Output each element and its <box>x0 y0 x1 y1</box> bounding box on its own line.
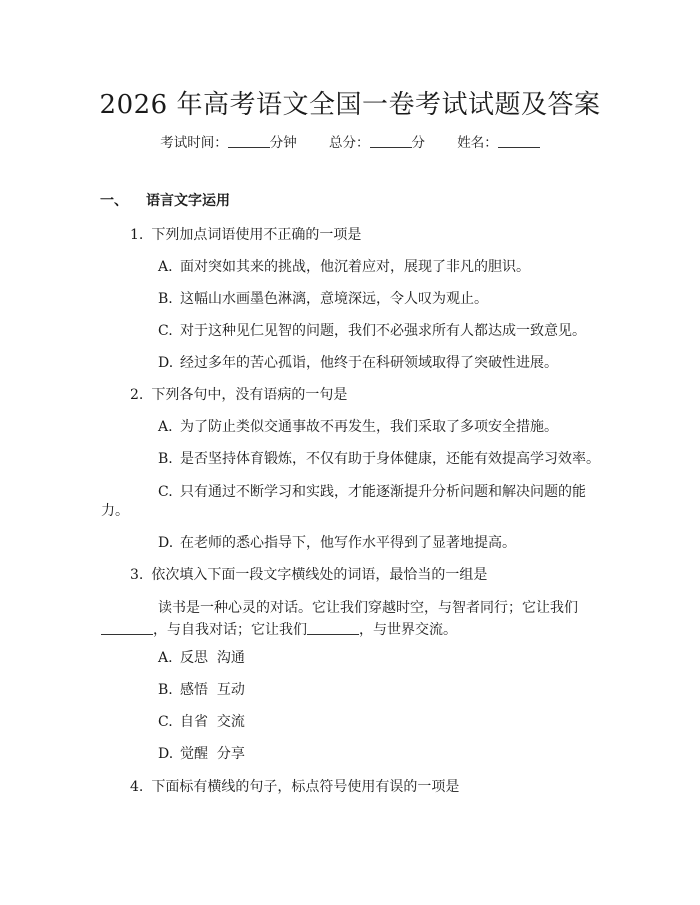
question-option: B. 感悟 互动 <box>158 682 245 698</box>
question-option: C. 自省 交流 <box>158 714 245 730</box>
section-number: 一、 <box>100 193 128 209</box>
time-blank <box>228 135 270 148</box>
passage-line: ，与自我对话；它让我们 ，与世界交流。 <box>101 619 457 639</box>
question-option: D. 在老师的悉心指导下，他写作水平得到了显著地提高。 <box>158 535 516 551</box>
question-option: B. 这幅山水画墨色淋漓，意境深远，令人叹为观止。 <box>158 291 488 307</box>
total-score <box>329 135 425 151</box>
fill-blank <box>101 622 153 635</box>
student-name <box>457 135 540 151</box>
score-label: 总分： <box>329 135 370 151</box>
score-blank <box>370 135 412 148</box>
name-label: 姓名： <box>457 135 498 151</box>
question-option: A. 反思 沟通 <box>158 650 245 666</box>
fill-blank <box>307 622 359 635</box>
exam-time <box>160 135 297 151</box>
passage-line: 读书是一种心灵的对话。它让我们穿越时空，与智者同行；它让我们 <box>158 600 578 616</box>
section-title: 语言文字运用 <box>146 193 230 209</box>
question-option: D. 觉醒 分享 <box>158 746 245 762</box>
time-label: 考试时间： <box>160 135 228 151</box>
question-option: B. 是否坚持体育锻炼，不仅有助于身体健康，还能有效提高学习效率。 <box>158 451 600 467</box>
question-stem: 1. 下列加点词语使用不正确的一项是 <box>130 227 362 243</box>
section-heading <box>100 190 230 210</box>
question-option: A. 为了防止类似交通事故不再发生，我们采取了多项安全措施。 <box>158 419 558 435</box>
option-continuation: 力。 <box>101 503 129 519</box>
page-title: 2026 年高考语文全国一卷考试试题及答案 <box>99 90 601 120</box>
question-option: C. 对于这种见仁见智的问题，我们不必强求所有人都达成一致意见。 <box>158 323 586 339</box>
name-blank <box>498 135 540 148</box>
question-stem: 4. 下面标有横线的句子，标点符号使用有误的一项是 <box>130 779 460 795</box>
score-unit: 分 <box>411 135 425 151</box>
exam-meta <box>0 131 700 151</box>
question-option: A. 面对突如其来的挑战，他沉着应对，展现了非凡的胆识。 <box>158 259 530 275</box>
question-stem: 3. 依次填入下面一段文字横线处的词语，最恰当的一组是 <box>130 567 488 583</box>
question-option: C. 只有通过不断学习和实践，才能逐渐提升分析问题和解决问题的能 <box>158 484 586 500</box>
question-option: D. 经过多年的苦心孤诣，他终于在科研领域取得了突破性进展。 <box>158 355 558 371</box>
time-unit: 分钟 <box>269 135 297 151</box>
question-stem: 2. 下列各句中，没有语病的一句是 <box>130 387 348 403</box>
